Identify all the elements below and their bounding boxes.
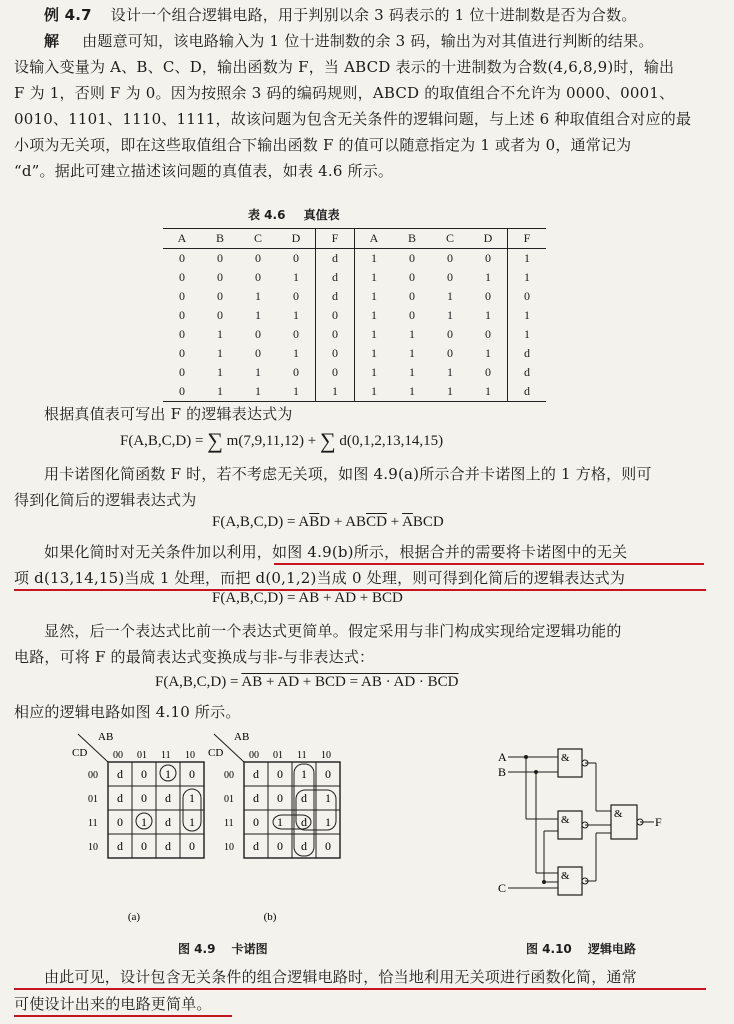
table-row [163, 306, 546, 325]
input-label-a: A [498, 750, 507, 764]
eq4-term: AB + AD + BCD [241, 674, 346, 690]
paragraph-line: 由此可见，设计包含无关条件的组合逻辑电路时，恰当地利用无关项进行函数化简，通常 [44, 968, 637, 986]
paragraph-line: 根据真值表可写出 F 的逻辑表达式为 [44, 405, 293, 423]
eq4-dot: · [381, 674, 394, 690]
truth-table [163, 228, 546, 402]
table-cell: 0 [409, 308, 415, 322]
header-cell: F [508, 229, 547, 249]
table-header-row [163, 229, 546, 249]
solution-label: 解 [44, 32, 60, 50]
kmap-col-label: 01 [273, 750, 283, 761]
red-underline [14, 1015, 232, 1017]
karnaugh-maps [60, 728, 330, 936]
kmap-b [208, 731, 340, 858]
kmap-cell-value: 0 [325, 767, 331, 781]
table-cell: 1 [217, 346, 223, 360]
header-cell: D [277, 229, 316, 249]
table-row [163, 382, 546, 402]
kmap-row-label: 10 [224, 842, 234, 853]
kmap-cell-value: 0 [117, 815, 123, 829]
table-cell: 0 [316, 363, 355, 382]
table-cell: 0 [316, 344, 355, 363]
table-number: 表 4.6 [248, 208, 286, 222]
table-row [163, 249, 546, 269]
table-cell: 1 [524, 251, 530, 265]
eq1-lhs: F(A,B,C,D) = [120, 433, 204, 449]
kmap-corner-ab: AB [234, 731, 250, 743]
table-cell: 1 [469, 382, 508, 402]
nand-gate-symbol: & [561, 870, 570, 882]
table-cell: 1 [371, 289, 377, 303]
kmap-row-label: 01 [88, 794, 98, 805]
table-row [163, 268, 546, 287]
paragraph-line: “d”。据此可建立描述该问题的真值表，如表 4.6 所示。 [14, 162, 394, 180]
table-cell: 0 [409, 251, 415, 265]
paragraph-line: 0010、1101、1110、1111，故该问题为包含无关条件的逻辑问题，与上述 6 种取值组合对应的最 [14, 110, 692, 128]
solution-text: 由题意可知，该电路输入为 1 位十进制数的余 3 码，输出为对其值进行判断的结果。 [82, 32, 654, 50]
table-cell: 0 [409, 289, 415, 303]
table-cell: d [524, 365, 530, 379]
kmap-cell-value: 0 [277, 839, 283, 853]
table-cell: 0 [316, 325, 355, 344]
table-cell: 1 [255, 289, 261, 303]
kmap-cell-value: 0 [253, 815, 259, 829]
table-cell: 0 [217, 289, 223, 303]
figure-4-10-caption [526, 940, 636, 957]
eq2-term: $\overline{A}$ [402, 514, 413, 530]
kmap-sub-label: (b) [263, 911, 277, 923]
table-cell: 1 [239, 382, 277, 402]
header-cell: F [316, 229, 355, 249]
paragraph-line: 相应的逻辑电路如图 4.10 所示。 [14, 703, 241, 721]
kmap-row-label: 11 [88, 818, 98, 829]
table-cell: 0 [316, 306, 355, 325]
table-cell: 1 [524, 308, 530, 322]
kmap-cell-value: 1 [277, 815, 283, 829]
nand-gate-3 [558, 867, 588, 895]
kmap-cell-value: 1 [189, 791, 195, 805]
kmap-cell-value: d [165, 815, 171, 829]
table-cell: 0 [277, 363, 316, 382]
kmap-col-label: 10 [185, 750, 195, 761]
table-cell: 0 [447, 346, 453, 360]
kmap-cell-value: 0 [277, 791, 283, 805]
paragraph-line: 可使设计出来的电路更简单。 [14, 995, 212, 1013]
table-cell: 1 [217, 365, 223, 379]
table-cell: 0 [469, 249, 508, 269]
table-cell: 0 [469, 287, 508, 306]
kmap-cell-value: 1 [141, 815, 147, 829]
table-cell: 1 [409, 365, 415, 379]
eq4-term: BCD [427, 674, 459, 690]
kmap-cell-value: 1 [301, 767, 307, 781]
table-cell: 1 [409, 346, 415, 360]
kmap-col-label: 11 [161, 750, 171, 761]
table-row [163, 344, 546, 363]
table-cell: 1 [355, 382, 394, 402]
table-cell: 0 [163, 382, 201, 402]
table-cell: 1 [217, 327, 223, 341]
table-cell: 1 [371, 270, 377, 284]
kmap-cell-value: 1 [325, 791, 331, 805]
table-cell: 0 [217, 251, 223, 265]
header-cell: C [239, 229, 277, 249]
equation-1 [120, 428, 443, 454]
kmap-a [72, 731, 204, 858]
paragraph-line: 用卡诺图化简函数 F 时，若不考虑无关项，如图 4.9(a)所示合并卡诺图上的 1 方格，则可 [44, 465, 652, 483]
paragraph-line: 显然，后一个表达式比前一个表达式更简单。假定采用与非门构成实现给定逻辑功能的 [44, 622, 622, 640]
table-cell: 0 [255, 346, 261, 360]
table-cell: 1 [393, 382, 431, 402]
kmap-sub-label: (a) [127, 911, 141, 923]
kmap-cell-value: d [117, 791, 123, 805]
kmap-col-label: 11 [297, 750, 307, 761]
kmap-cell-value: 1 [189, 815, 195, 829]
kmap-cell-value: 0 [141, 839, 147, 853]
table-cell: 0 [217, 270, 223, 284]
kmap-row-label: 00 [88, 770, 98, 781]
kmap-cell-value: d [301, 839, 307, 853]
figure-number: 图 4.10 [526, 942, 572, 956]
kmap-cell-value: d [253, 839, 259, 853]
kmap-corner-ab: AB [98, 731, 114, 743]
table-cell: 1 [371, 327, 377, 341]
kmap-cell-value: 1 [165, 767, 171, 781]
table-cell: 0 [524, 289, 530, 303]
paragraph-line: 项 d(13,14,15)当成 1 处理，而把 d(0,1,2)当成 0 处理，则可得到化简后的逻辑表达式为 [14, 569, 626, 587]
table-cell: 0 [179, 289, 185, 303]
header-cell: B [393, 229, 431, 249]
paragraph-line: 如果化简时对无关条件加以利用，如图 4.9(b)所示，根据合并的需要将卡诺图中的无关 [44, 543, 628, 561]
paragraph-line: 电路，可将 F 的最简表达式变换成与非-与非表达式： [14, 648, 375, 666]
kmap-cell-value: 0 [189, 767, 195, 781]
table-cell: 0 [277, 287, 316, 306]
table-cell: 0 [447, 270, 453, 284]
nand-gate-symbol: & [561, 814, 570, 826]
eq2-term: $\overline{B}$ [309, 514, 320, 530]
kmap-cell-value: d [253, 791, 259, 805]
kmap-cell-value: 0 [189, 839, 195, 853]
kmap-row-label: 01 [224, 794, 234, 805]
figure-title: 卡诺图 [231, 942, 268, 956]
eq2-plus: + [386, 514, 403, 530]
table-cell: 0 [179, 270, 185, 284]
solution-line [14, 30, 704, 52]
kmap-col-label: 00 [249, 750, 259, 761]
red-underline [274, 563, 704, 565]
kmap-cell-value: 1 [325, 815, 331, 829]
nand-gate-output [611, 805, 643, 839]
kmap-cell-value: d [117, 839, 123, 853]
table-cell: 0 [217, 308, 223, 322]
table-cell: 0 [469, 325, 508, 344]
table-cell: 0 [255, 251, 261, 265]
table-cell: 1 [409, 327, 415, 341]
eq2-term: $\overline{D}$ [376, 514, 387, 530]
example-line [14, 4, 704, 26]
nand-gate-symbol: & [561, 752, 570, 764]
table-cell: 1 [277, 306, 316, 325]
table-cell: d [316, 287, 355, 306]
table-cell: 0 [255, 270, 261, 284]
table-cell: 0 [277, 249, 316, 269]
output-label-f: F [655, 815, 662, 829]
eq4-lhs: F(A,B,C,D) = [155, 674, 239, 690]
header-cell: C [431, 229, 469, 249]
header-cell: A [355, 229, 394, 249]
kmap-col-label: 01 [137, 750, 147, 761]
table-cell: 1 [371, 346, 377, 360]
eq2-term: D + AB [319, 514, 367, 530]
sum-symbol: ∑ [207, 428, 223, 453]
table-cell: 0 [179, 365, 185, 379]
paragraph-line: 设输入变量为 A、B、C、D，输出函数为 F，当 ABCD 表示的十进制数为合数(4,6,8,9)时，输出 [14, 58, 675, 76]
paragraph-line: F 为 1，否则 F 为 0。因为按照余 3 码的编码规则，ABCD 的取值组合不允许为 0000、0001、 [14, 84, 675, 102]
table-cell: 0 [179, 308, 185, 322]
header-cell: A [163, 229, 201, 249]
nand-gate-symbol: & [614, 808, 623, 820]
table-cell: 1 [447, 308, 453, 322]
eq4-term: AB [360, 674, 382, 690]
table-cell: 0 [447, 327, 453, 341]
kmap-cell-value: d [165, 791, 171, 805]
figure-number: 图 4.9 [178, 942, 216, 956]
equation-2 [212, 514, 444, 531]
sum-symbol: ∑ [319, 428, 336, 453]
table-cell: 1 [316, 382, 355, 402]
table-cell: 0 [179, 251, 185, 265]
table-cell: 1 [447, 289, 453, 303]
kmap-corner-cd: CD [72, 747, 88, 759]
table-cell: d [524, 346, 530, 360]
figure-title: 逻辑电路 [587, 942, 636, 956]
eq1-minterms: m(7,9,11,12) + [226, 433, 317, 449]
table-cell: 1 [201, 382, 239, 402]
table-cell: 0 [255, 327, 261, 341]
table-title: 真值表 [303, 208, 340, 222]
table-cell: 1 [431, 382, 469, 402]
table-row [163, 325, 546, 344]
eq4-equals: = [345, 674, 361, 690]
table-cell: 0 [179, 327, 185, 341]
table-cell: 1 [255, 308, 261, 322]
kmap-row-label: 11 [224, 818, 234, 829]
table-cell: d [508, 382, 547, 402]
input-label-b: B [498, 765, 507, 779]
nand-gate-2 [558, 811, 588, 839]
table-cell: 0 [447, 251, 453, 265]
kmap-cell-value: 0 [277, 767, 283, 781]
table-cell: 1 [469, 306, 508, 325]
table-cell: 0 [179, 346, 185, 360]
figure-4-9-caption [178, 940, 268, 957]
logic-circuit [496, 745, 671, 910]
table-cell: 0 [469, 363, 508, 382]
table-cell: 1 [447, 365, 453, 379]
paragraph-line: 小项为无关项，即在这些取值组合下输出函数 F 的值可以随意指定为 1 或者为 0，通常记为 [14, 136, 632, 154]
kmap-cell-value: 0 [141, 791, 147, 805]
kmap-cell-value: 0 [325, 839, 331, 853]
table-cell: 1 [371, 251, 377, 265]
equation-3: F(A,B,C,D) = AB + AD + BCD [212, 590, 403, 606]
kmap-cell-value: 0 [141, 767, 147, 781]
table-cell: 1 [277, 268, 316, 287]
kmap-row-label: 00 [224, 770, 234, 781]
table-caption [248, 206, 340, 223]
table-cell: d [316, 268, 355, 287]
table-row [163, 363, 546, 382]
nand-gate-1 [558, 749, 588, 777]
paragraph-line: 得到化简后的逻辑表达式为 [14, 491, 197, 509]
kmap-cell-value: d [301, 791, 307, 805]
table-cell: 1 [255, 365, 261, 379]
kmap-row-label: 10 [88, 842, 98, 853]
header-cell: D [469, 229, 508, 249]
table-cell: 1 [277, 344, 316, 363]
example-text: 设计一个组合逻辑电路，用于判别以余 3 码表示的 1 位十进制数是否为合数。 [110, 6, 637, 24]
table-row [163, 287, 546, 306]
eq4-dot: · [415, 674, 428, 690]
table-cell: 1 [277, 382, 316, 402]
header-cell: B [201, 229, 239, 249]
table-cell: 1 [371, 365, 377, 379]
table-cell: 1 [469, 268, 508, 287]
eq1-dontcares: d(0,1,2,13,14,15) [339, 433, 444, 449]
kmap-corner-cd: CD [208, 747, 224, 759]
input-label-c: C [498, 881, 507, 895]
table-cell: 0 [409, 270, 415, 284]
eq2-term: BCD [412, 514, 444, 530]
example-label: 例 4.7 [44, 6, 92, 24]
kmap-cell-value: d [165, 839, 171, 853]
table-cell: 1 [469, 344, 508, 363]
kmap-col-label: 00 [113, 750, 123, 761]
eq2-term: $\overline{C}$ [366, 514, 377, 530]
table-cell: d [316, 249, 355, 269]
table-cell: 1 [371, 308, 377, 322]
kmap-col-label: 10 [321, 750, 331, 761]
equation-4 [155, 674, 459, 691]
kmap-cell-value: d [117, 767, 123, 781]
table-cell: 1 [524, 327, 530, 341]
kmap-cell-value: d [301, 815, 307, 829]
eq2-lhs: F(A,B,C,D) = A [212, 514, 310, 530]
table-cell: 0 [277, 325, 316, 344]
kmap-cell-value: d [253, 767, 259, 781]
table-cell: 1 [524, 270, 530, 284]
eq4-term: AD [393, 674, 416, 690]
red-underline [14, 988, 706, 990]
